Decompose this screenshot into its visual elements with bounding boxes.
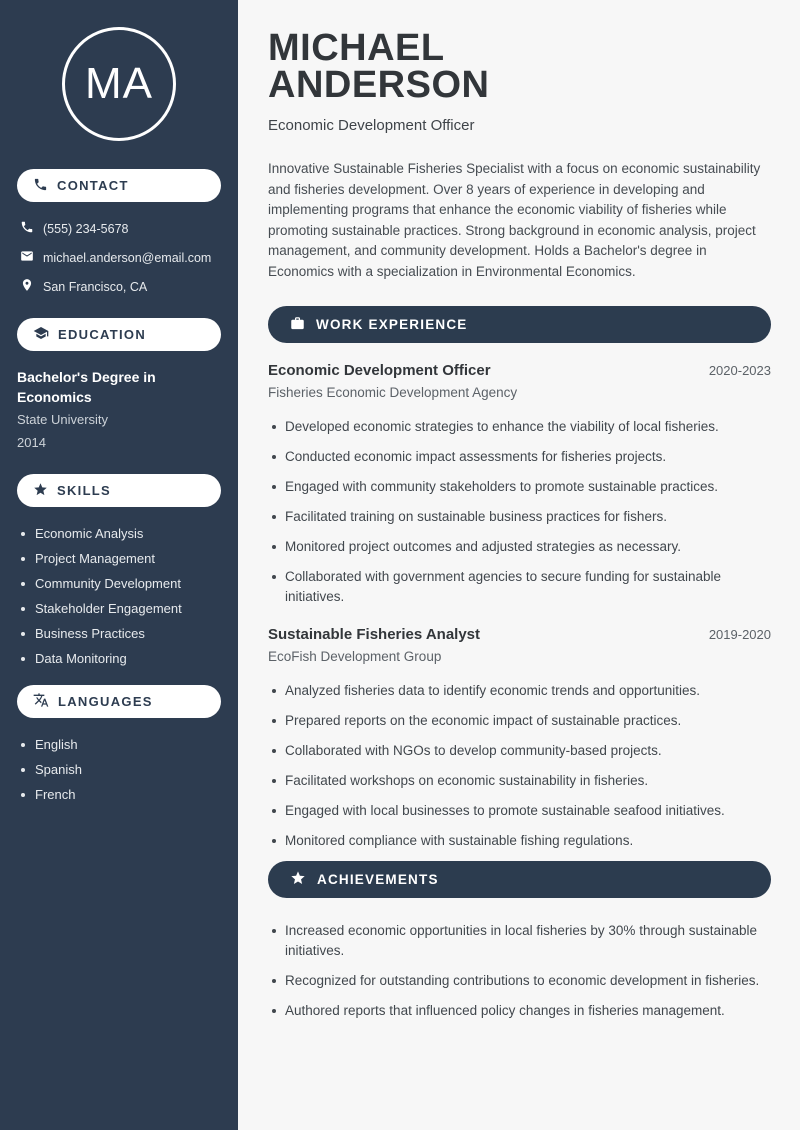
languages-list [0,732,238,807]
contact-location-value: San Francisco, CA [43,279,148,294]
job-bullet-list [268,417,771,607]
work-experience-heading: WORK EXPERIENCE [316,317,468,332]
job-dates: 2020-2023 [708,363,771,378]
job-bullet: Collaborated with NGOs to develop community-based projects. [268,741,768,761]
job-bullet: Facilitated workshops on economic sustainability in fisheries. [268,771,768,791]
skill-item: Business Practices [0,621,238,646]
contact-email-value: michael.anderson@email.com [43,250,212,265]
job-bullet: Monitored project outcomes and adjusted strategies as necessary. [268,537,768,557]
achievements-list [268,921,771,1021]
education-school: State University [17,412,109,427]
skill-item: Economic Analysis [0,521,238,546]
job-bullet: Engaged with community stakeholders to promote sustainable practices. [268,477,768,497]
skills-list [0,521,238,671]
job-bullet: Prepared reports on the economic impact of sustainable practices. [268,711,768,731]
job-bullet: Developed economic strategies to enhance the viability of local fisheries. [268,417,768,437]
education-entry [0,351,238,453]
first-name: MICHAEL [268,27,445,69]
job-role: Sustainable Fisheries Analyst [268,626,481,643]
language-item: French [0,782,238,807]
language-item: English [0,732,238,757]
work-experience-banner [268,306,771,343]
graduation-cap-icon [33,325,49,344]
education-heading: EDUCATION [58,327,147,342]
contact-location [0,272,238,301]
translate-icon [33,692,49,711]
job-entry [268,626,771,851]
job-header [268,362,771,379]
skill-item: Stakeholder Engagement [0,596,238,621]
location-pin-icon [20,278,34,295]
achievements-heading: ACHIEVEMENTS [317,872,439,887]
phone-icon [33,177,48,195]
education-section-header [17,318,221,351]
skill-item: Project Management [0,546,238,571]
job-bullet: Analyzed fisheries data to identify economic trends and opportunities. [268,681,768,701]
job-bullet: Collaborated with government agencies to secure funding for sustainable initiatives. [268,567,768,607]
job-bullet: Facilitated training on sustainable business practices for fishers. [268,507,768,527]
avatar-initials: MA [85,59,153,108]
languages-heading: LANGUAGES [58,694,153,709]
achievement-item: Recognized for outstanding contributions to economic development in fisheries. [268,971,768,991]
education-year: 2014 [17,435,46,450]
job-header [268,626,771,643]
contact-list [0,214,238,301]
job-company: EcoFish Development Group [268,649,442,664]
contact-heading: CONTACT [57,178,129,193]
last-name: ANDERSON [268,64,490,106]
skills-heading: SKILLS [57,483,112,498]
contact-phone-value: (555) 234-5678 [43,221,129,236]
job-bullet: Engaged with local businesses to promote sustainable seafood initiatives. [268,801,768,821]
sidebar [0,0,238,1130]
languages-section-header [17,685,221,718]
contact-phone [0,214,238,243]
achievement-item: Increased economic opportunities in local fisheries by 30% through sustainable initiatives. [268,921,768,961]
education-degree: Bachelor's Degree in Economics [17,369,156,405]
skill-item: Data Monitoring [0,646,238,671]
job-role: Economic Development Officer [268,362,491,379]
job-company: Fisheries Economic Development Agency [268,385,518,400]
job-dates: 2019-2020 [708,627,771,642]
language-item: Spanish [0,757,238,782]
resume-main [238,0,800,1130]
summary-paragraph: Innovative Sustainable Fisheries Specialist with a focus on economic sustainability and fisheries development. Over 8 years of experience in developing and implementing programs that enhance the economic viability of fisheries while promoting sustainable practices. Strong background in economic analysis, project management, and community development. Holds a Bachelor's degree in Economics with a specialization in Environmental Economics. [268,161,761,279]
avatar [62,27,176,141]
job-bullet: Monitored compliance with sustainable fishing regulations. [268,831,768,851]
star-icon [290,870,306,889]
contact-email [0,243,238,272]
person-name [268,27,771,106]
briefcase-icon [290,316,305,334]
job-bullet-list [268,681,771,851]
achievements-banner [268,861,771,898]
person-title: Economic Development Officer [268,117,475,134]
envelope-icon [20,249,34,266]
contact-section-header [17,169,221,202]
achievement-item: Authored reports that influenced policy changes in fisheries management. [268,1001,768,1021]
job-entry [268,362,771,607]
job-bullet: Conducted economic impact assessments for fisheries projects. [268,447,768,467]
phone-icon [20,220,34,237]
skills-section-header [17,474,221,507]
star-icon [33,482,48,500]
skill-item: Community Development [0,571,238,596]
